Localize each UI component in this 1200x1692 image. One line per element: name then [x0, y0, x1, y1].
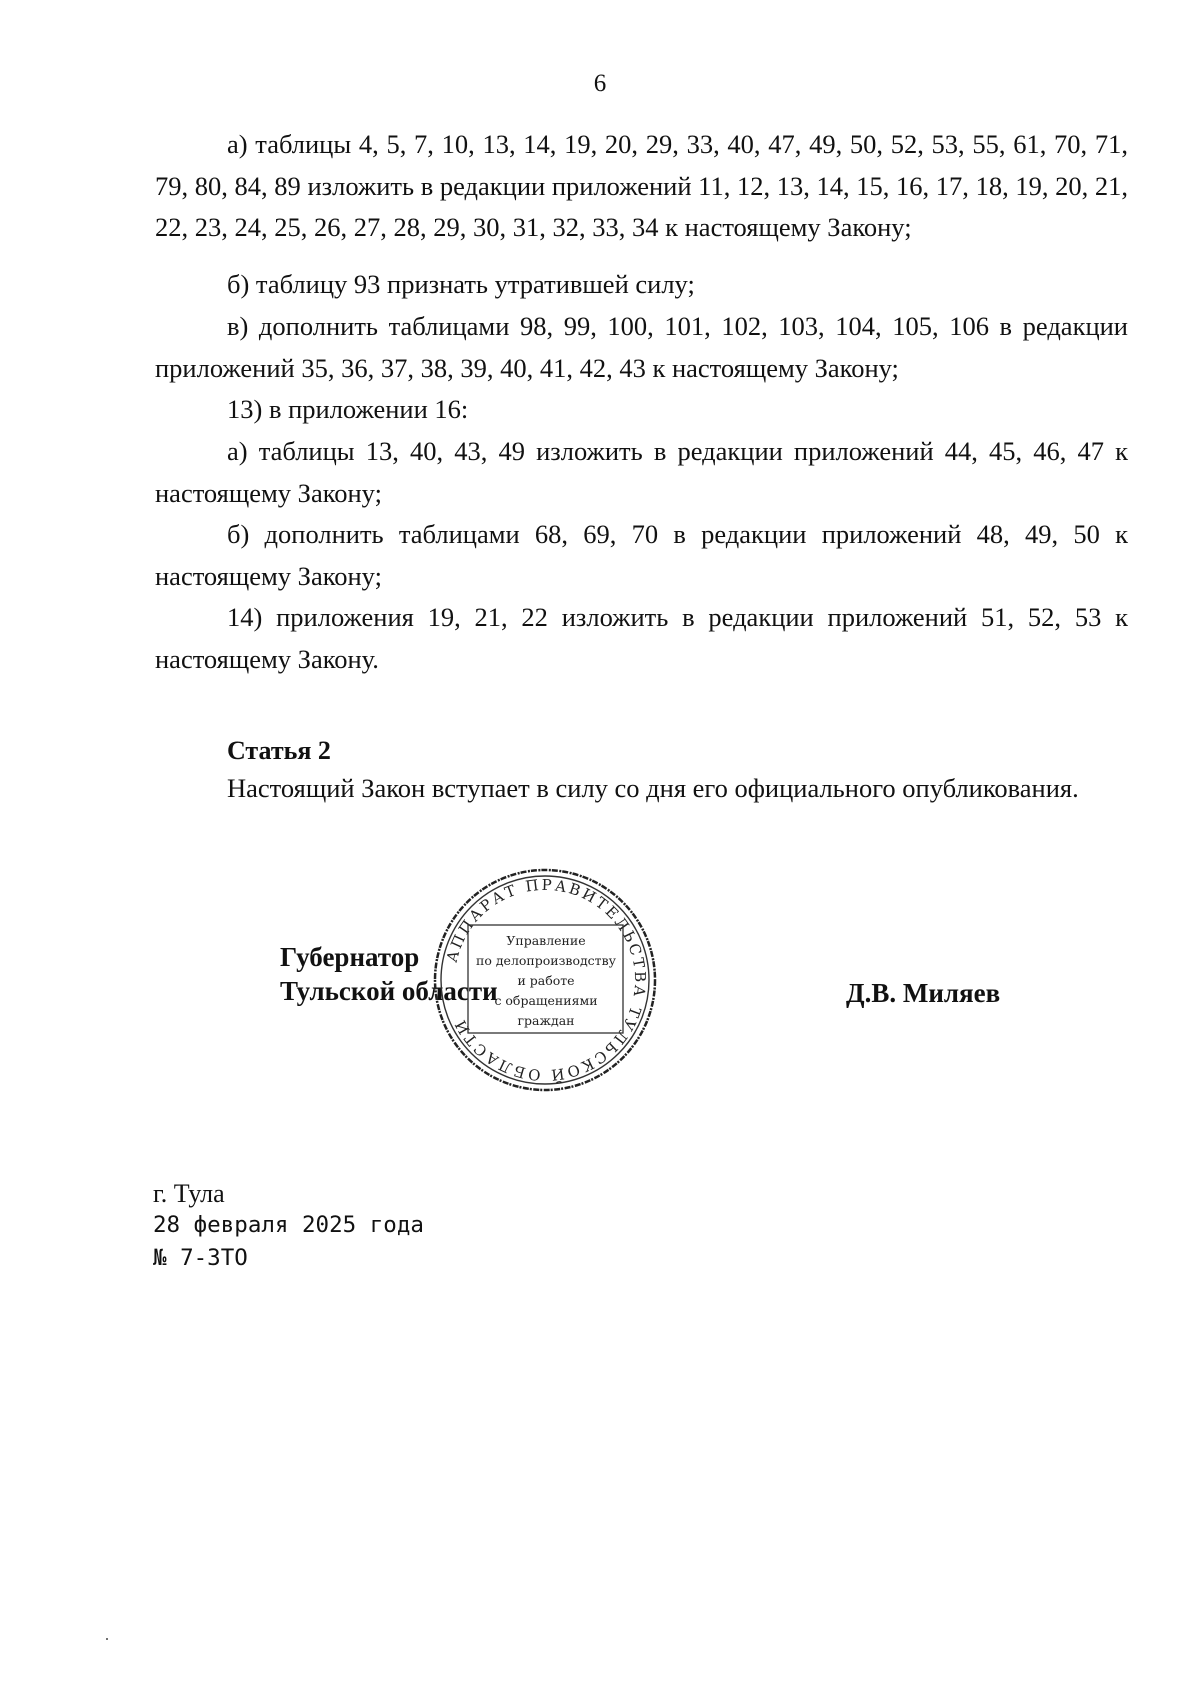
seal-inner-line-5: граждан [517, 1013, 575, 1028]
footer-date: 28 февраля 2025 года [153, 1212, 424, 1238]
seal-inner-line-1: Управление [506, 933, 586, 948]
seal-inner-line-3: и работе [517, 973, 575, 988]
signature-title-line1: Губернатор [280, 942, 420, 972]
signature-title-line2: Тульской области [280, 976, 498, 1006]
footer-law-number: № 7-ЗТО [153, 1245, 248, 1271]
item-13-paragraph: 13) в приложении 16: [227, 394, 469, 424]
scan-speck [106, 1638, 108, 1640]
article-2-text: Настоящий Закон вступает в силу со дня его официального опубликования. [227, 773, 1079, 803]
item-12b-paragraph: б) таблицу 93 признать утратившей силу; [227, 269, 695, 299]
signature-name: Д.В. Миляев [846, 978, 1001, 1008]
item-13a-paragraph: а) таблицы 13, 40, 43, 49 изложить в редакции приложений 44, 45, 46, 47 к настоящему Закону; [155, 436, 1128, 508]
seal-ring-text: АППАРАТ ПРАВИТЕЛЬСТВА ТУЛЬСКОЙ ОБЛАСТИ [442, 875, 650, 1085]
item-14-paragraph: 14) приложения 19, 21, 22 изложить в редакции приложений 51, 52, 53 к настоящему Закону. [155, 602, 1128, 674]
article-2-heading: Статья 2 [227, 736, 331, 765]
seal-inner-line-2: по делопроизводству [476, 953, 616, 968]
item-12v-paragraph: в) дополнить таблицами 98, 99, 100, 101, 102, 103, 104, 105, 106 в редакции приложений 35, 36, 37, 38, 39, 40, 41, 42, 43 к настоящему Закону; [155, 311, 1128, 383]
official-seal-stamp [430, 865, 660, 1095]
item-12a-paragraph: а) таблицы 4, 5, 7, 10, 13, 14, 19, 20, 29, 33, 40, 47, 49, 50, 52, 53, 55, 61, 70, 71, 79, 80, 84, 89 изложить в редакции приложений 11, 12, 13, 14, 15, 16, 17, 18, 19, 20, 21, 22, 23, 24, 25, 26, 27, 28, 29, 30, 31, 32, 33, 34 к настоящему Закону; [155, 129, 1128, 242]
page-number: 6 [593, 70, 607, 97]
footer-city: г. Тула [153, 1179, 225, 1208]
seal-inner-line-4: с обращениями [494, 993, 598, 1008]
item-13b-paragraph: б) дополнить таблицами 68, 69, 70 в редакции приложений 48, 49, 50 к настоящему Закону; [155, 519, 1128, 591]
